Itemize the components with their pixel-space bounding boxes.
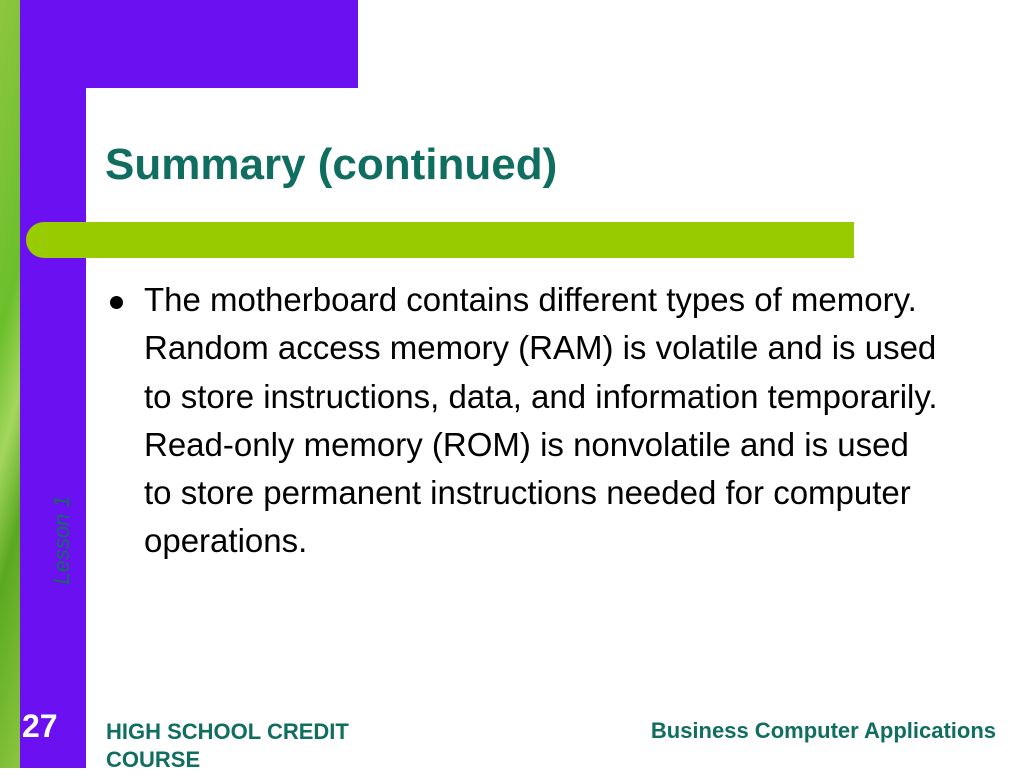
left-green-strip [0, 0, 20, 768]
lesson-label: Lesson 1 [49, 495, 74, 585]
footer-course-label: HIGH SCHOOL CREDIT COURSE [106, 719, 349, 772]
slide-title: Summary (continued) [105, 140, 558, 189]
page-number: 27 [22, 708, 58, 744]
top-purple-block [20, 0, 358, 88]
title-underline-bar [26, 222, 854, 258]
footer-subject-label: Business Computer Applications [650, 718, 996, 743]
left-purple-band [20, 0, 86, 768]
bullet-dot [110, 296, 123, 309]
bullet-text: The motherboard contains different types of memory. Random access memory (RAM) is volatile and is used to store instructions, data, and information temporarily. Read-only memory (ROM) is nonvolatile and is used to store permanent instructions needed for computer operations. [144, 281, 938, 560]
